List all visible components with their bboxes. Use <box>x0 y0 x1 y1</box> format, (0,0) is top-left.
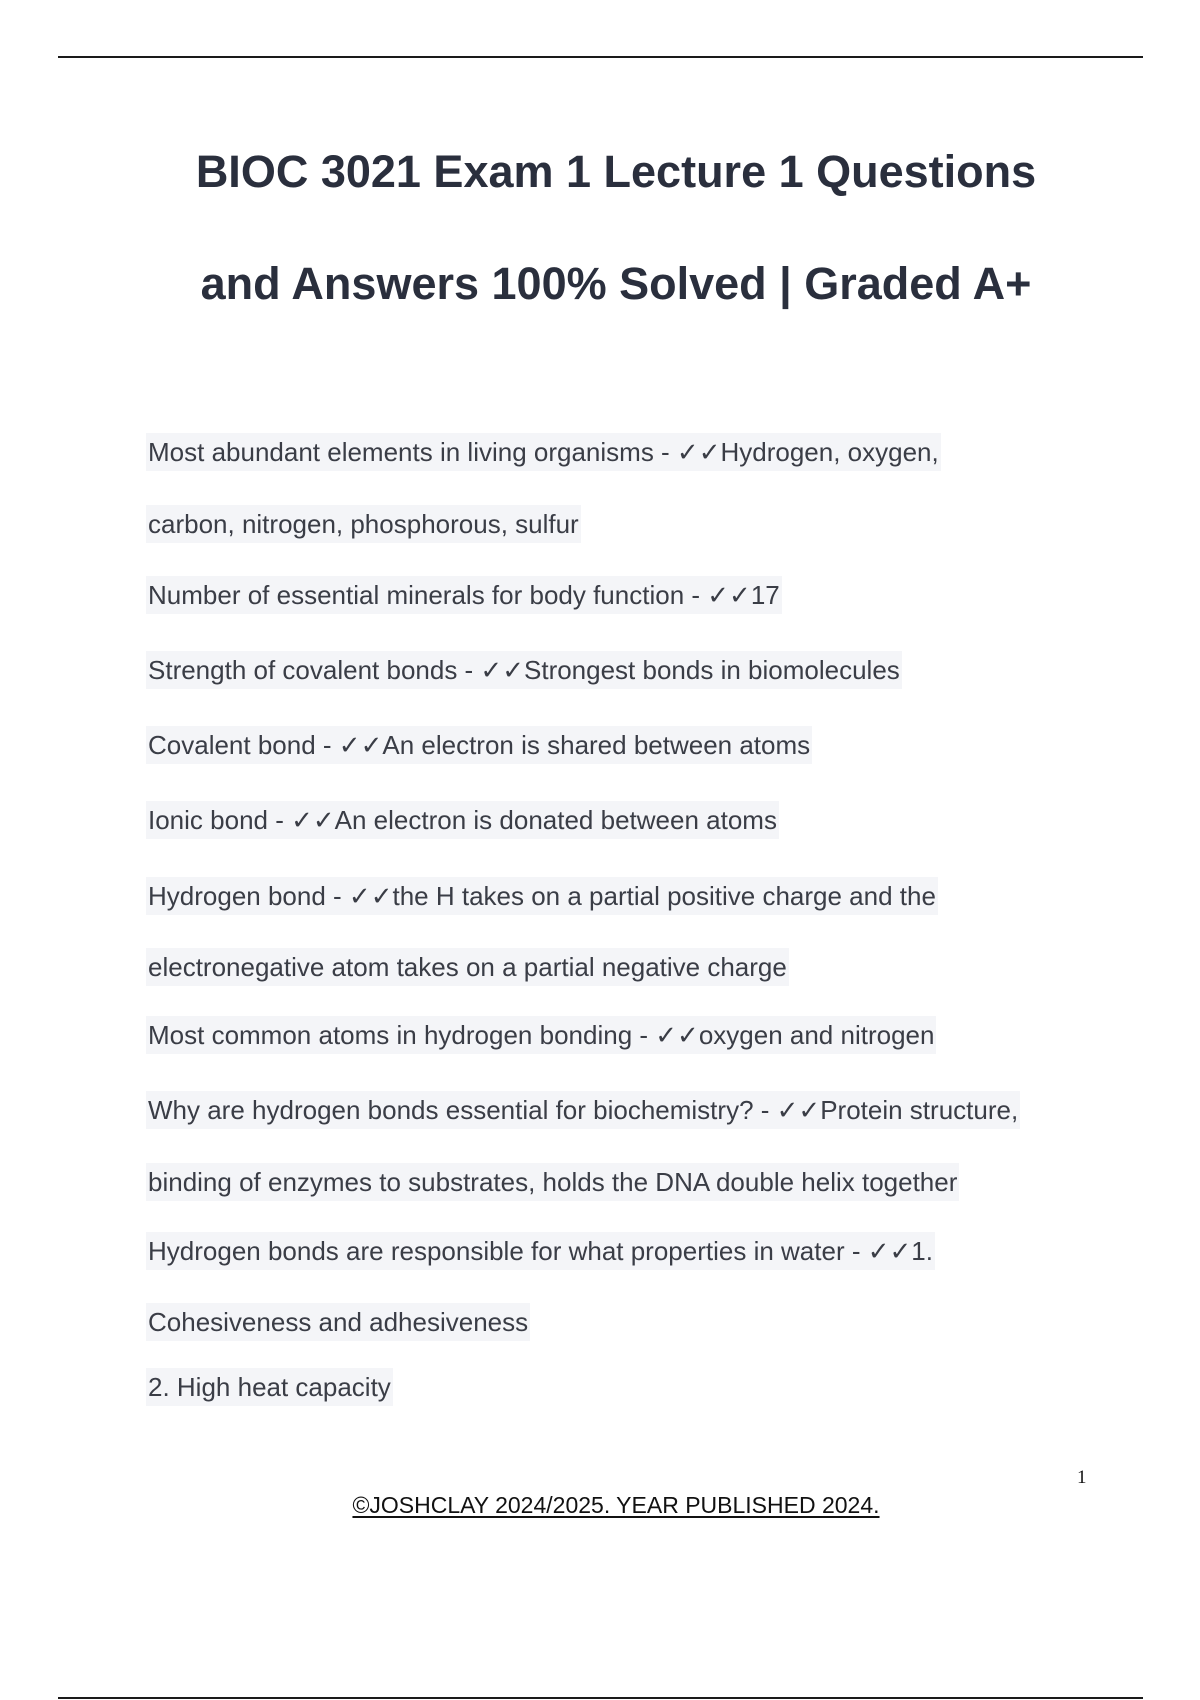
qa-line: Ionic bond - ✓✓An electron is donated between atoms <box>146 801 779 839</box>
qa-line: electronegative atom takes on a partial negative charge <box>146 948 789 986</box>
qa-line: binding of enzymes to substrates, holds the DNA double helix together <box>146 1163 959 1201</box>
document-title-line-2: and Answers 100% Solved | Graded A+ <box>200 258 1032 309</box>
qa-line: Number of essential minerals for body function - ✓✓17 <box>146 576 782 614</box>
qa-line: Most abundant elements in living organisms - ✓✓Hydrogen, oxygen, <box>146 433 941 471</box>
document-title-line-1: BIOC 3021 Exam 1 Lecture 1 Questions <box>195 146 1037 197</box>
qa-line: Why are hydrogen bonds essential for biochemistry? - ✓✓Protein structure, <box>146 1091 1020 1129</box>
qa-line: carbon, nitrogen, phosphorous, sulfur <box>146 505 581 543</box>
top-rule <box>58 56 1143 58</box>
qa-line: Covalent bond - ✓✓An electron is shared between atoms <box>146 726 812 764</box>
qa-line: Hydrogen bonds are responsible for what properties in water - ✓✓1. <box>146 1232 935 1270</box>
bottom-rule <box>58 1697 1143 1699</box>
qa-line: Most common atoms in hydrogen bonding - ✓✓oxygen and nitrogen <box>146 1016 936 1054</box>
qa-line: Cohesiveness and adhesiveness <box>146 1303 530 1341</box>
qa-line: 2. High heat capacity <box>146 1368 393 1406</box>
copyright-footer <box>0 1492 1200 1519</box>
qa-line: Strength of covalent bonds - ✓✓Strongest bonds in biomolecules <box>146 651 902 689</box>
footer-text: ©JOSHCLAY 2024/2025. YEAR PUBLISHED 2024. <box>352 1492 880 1518</box>
qa-line: Hydrogen bond - ✓✓the H takes on a partial positive charge and the <box>146 877 938 915</box>
page-number: 1 <box>1077 1467 1087 1488</box>
